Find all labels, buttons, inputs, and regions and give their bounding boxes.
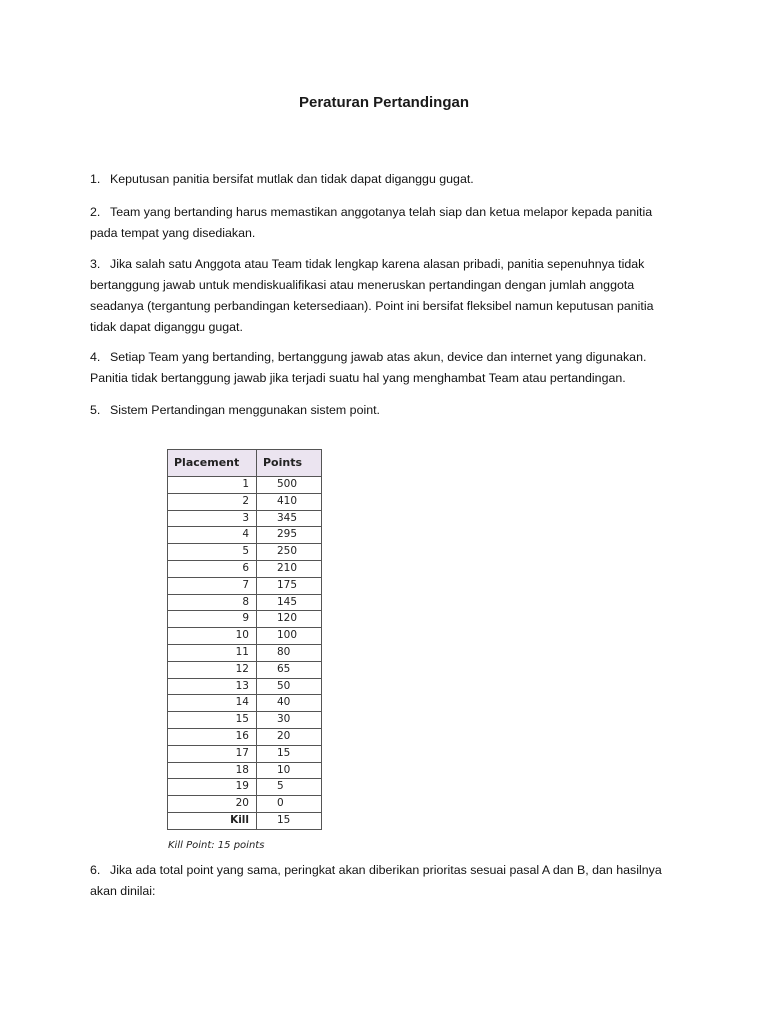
points-cell: 410 — [257, 493, 322, 510]
rule-item-1 — [90, 169, 670, 190]
table-row — [168, 661, 322, 678]
points-cell: 345 — [257, 510, 322, 527]
rule-number: 5. — [90, 403, 101, 417]
table-row — [168, 594, 322, 611]
table-row — [168, 477, 322, 494]
placement-cell: 5 — [168, 544, 257, 561]
points-table-body — [168, 477, 322, 830]
points-table-header-row — [168, 450, 322, 477]
points-cell: 40 — [257, 695, 322, 712]
table-row — [168, 712, 322, 729]
table-row — [168, 728, 322, 745]
points-cell: 65 — [257, 661, 322, 678]
table-row — [168, 796, 322, 813]
rule-text: Sistem Pertandingan menggunakan sistem point. — [110, 403, 380, 417]
points-cell: 15 — [257, 745, 322, 762]
points-cell: 500 — [257, 477, 322, 494]
table-row — [168, 678, 322, 695]
points-cell: 5 — [257, 779, 322, 796]
table-row — [168, 812, 322, 829]
points-cell: 10 — [257, 762, 322, 779]
placement-cell: 20 — [168, 796, 257, 813]
rule-number: 3. — [90, 257, 101, 271]
rule-number: 1. — [90, 172, 101, 186]
points-cell: 0 — [257, 796, 322, 813]
page-title: Peraturan Pertandingan — [298, 94, 470, 111]
placement-cell: 19 — [168, 779, 257, 796]
placement-header: Placement — [168, 450, 257, 477]
placement-cell: 9 — [168, 611, 257, 628]
rule-text: Keputusan panitia bersifat mutlak dan tidak dapat diganggu gugat. — [110, 172, 474, 186]
table-row — [168, 560, 322, 577]
rule-item-4 — [90, 347, 670, 389]
table-row — [168, 493, 322, 510]
rule-number: 6. — [90, 863, 101, 877]
points-cell: 295 — [257, 527, 322, 544]
points-cell: 80 — [257, 644, 322, 661]
placement-cell: 14 — [168, 695, 257, 712]
placement-cell: 11 — [168, 644, 257, 661]
rule-item-6 — [90, 860, 670, 902]
table-row — [168, 544, 322, 561]
rule-item-2 — [90, 202, 670, 244]
table-row — [168, 762, 322, 779]
table-row — [168, 611, 322, 628]
points-cell: 145 — [257, 594, 322, 611]
points-cell: 30 — [257, 712, 322, 729]
placement-cell: 13 — [168, 678, 257, 695]
rule-text: Jika salah satu Anggota atau Team tidak lengkap karena alasan pribadi, panitia sepenuhnya tidak bertanggung jawab untuk mendiskualifikasi atau meneruskan pertandingan dengan jumlah anggota seadanya (tergantung perbandingan ketersediaan). Point ini bersifat fleksibel namun keputusan panitia tidak dapat diganggu gugat. — [90, 257, 654, 334]
table-row — [168, 577, 322, 594]
points-cell: 20 — [257, 728, 322, 745]
placement-cell: 16 — [168, 728, 257, 745]
table-row — [168, 510, 322, 527]
placement-cell: 15 — [168, 712, 257, 729]
rule-number: 2. — [90, 205, 101, 219]
kill-point-caption: Kill Point: 15 points — [168, 840, 265, 851]
points-cell: 120 — [257, 611, 322, 628]
placement-cell: 6 — [168, 560, 257, 577]
placement-cell: 7 — [168, 577, 257, 594]
table-row — [168, 628, 322, 645]
placement-cell: 1 — [168, 477, 257, 494]
placement-cell: 10 — [168, 628, 257, 645]
placement-cell: 4 — [168, 527, 257, 544]
table-row — [168, 779, 322, 796]
rule-text: Jika ada total point yang sama, peringkat akan diberikan prioritas sesuai pasal A dan B, dan hasilnya akan dinilai: — [90, 863, 662, 898]
points-cell: 250 — [257, 544, 322, 561]
points-cell: 100 — [257, 628, 322, 645]
placement-cell: 18 — [168, 762, 257, 779]
rule-item-3 — [90, 254, 670, 338]
points-cell: 175 — [257, 577, 322, 594]
table-row — [168, 644, 322, 661]
points-cell: 210 — [257, 560, 322, 577]
placement-cell: 3 — [168, 510, 257, 527]
points-header: Points — [257, 450, 322, 477]
placement-cell: 8 — [168, 594, 257, 611]
rule-number: 4. — [90, 350, 101, 364]
rule-text: Team yang bertanding harus memastikan anggotanya telah siap dan ketua melapor kepada panitia pada tempat yang disediakan. — [90, 205, 653, 240]
points-cell: 15 — [257, 812, 322, 829]
points-cell: 50 — [257, 678, 322, 695]
rule-item-5 — [90, 400, 670, 421]
placement-cell: 12 — [168, 661, 257, 678]
points-table — [167, 449, 322, 830]
table-row — [168, 745, 322, 762]
placement-cell: Kill — [168, 812, 257, 829]
table-row — [168, 695, 322, 712]
placement-cell: 17 — [168, 745, 257, 762]
placement-cell: 2 — [168, 493, 257, 510]
table-row — [168, 527, 322, 544]
rule-text: Setiap Team yang bertanding, bertanggung jawab atas akun, device dan internet yang digunakan. Panitia tidak bertanggung jawab jika terjadi suatu hal yang menghambat Team atau pertandingan. — [90, 350, 647, 385]
